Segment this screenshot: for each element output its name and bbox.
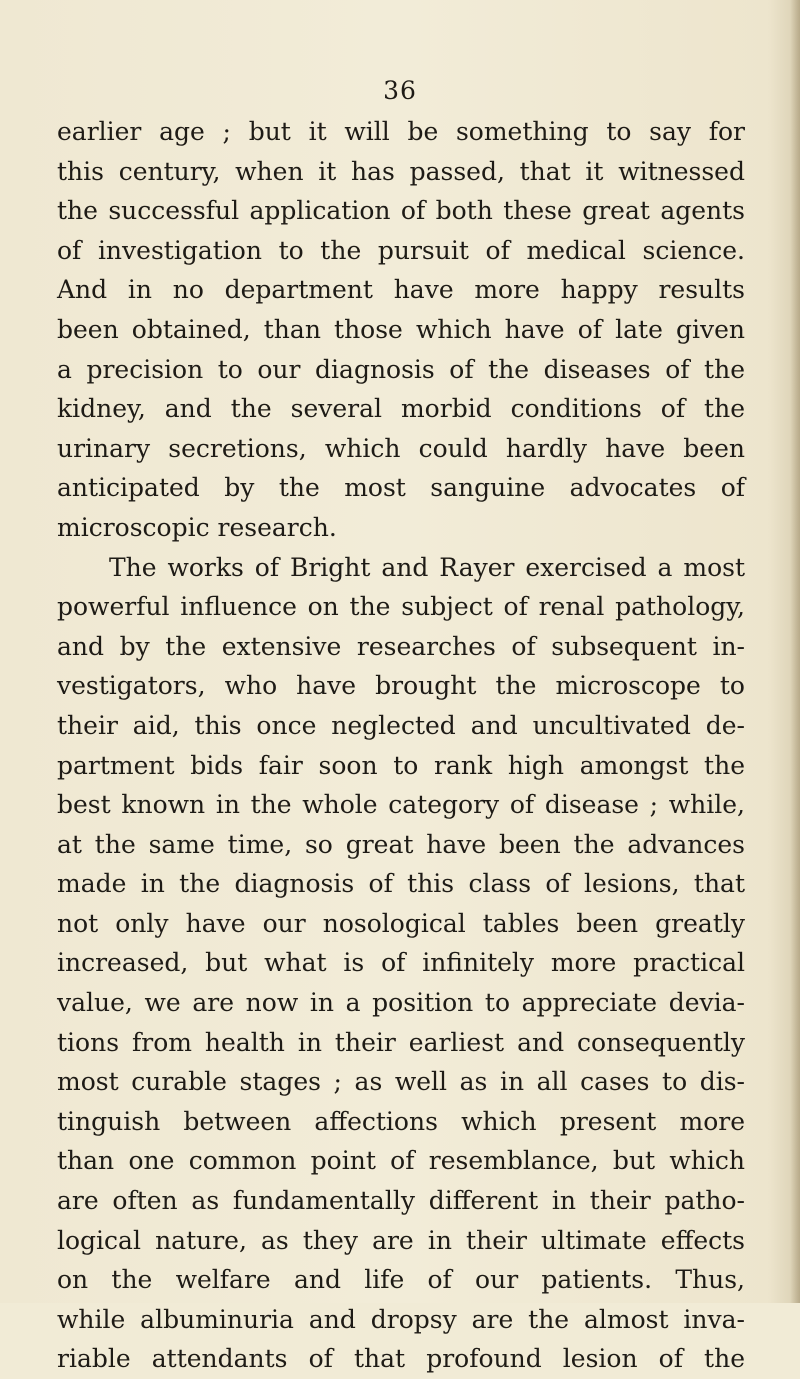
text-line: not only have our nosological tables been greatly — [57, 908, 745, 938]
text-line: tinguish between affections which present more — [57, 1106, 745, 1136]
text-line: the successful application of both these great agents — [57, 196, 745, 226]
text-line: anticipated by the most sanguine advocates of — [57, 473, 745, 503]
text-line: earlier age ; but it will be something to say for — [57, 117, 745, 146]
text-line-paragraph-start: The works of Bright and Rayer exercised a most — [109, 552, 745, 582]
text-line: And in no department have more happy results — [57, 275, 745, 305]
text-line: been obtained, than those which have of late given — [57, 314, 745, 344]
text-line: kidney, and the several morbid conditions of the — [57, 394, 745, 424]
text-line: most curable stages ; as well as in all cases to dis- — [57, 1067, 745, 1097]
text-line: at the same time, so great have been the advances — [57, 829, 745, 859]
text-line: best known in the whole category of disease ; while, — [57, 790, 745, 820]
text-line: logical nature, as they are in their ultimate effects — [57, 1225, 745, 1255]
text-line: a precision to our diagnosis of the diseases of the — [57, 354, 745, 384]
text-line: made in the diagnosis of this class of lesions, that — [57, 869, 745, 899]
text-line: powerful influence on the subject of renal pathology, — [57, 592, 745, 622]
text-line: this century, when it has passed, that it witnessed — [57, 156, 745, 186]
text-line: urinary secretions, which could hardly have been — [57, 433, 745, 463]
text-line: are often as fundamentally different in their patho- — [57, 1186, 745, 1216]
page-number: 36 — [383, 76, 417, 105]
text-line: their aid, this once neglected and uncultivated de- — [57, 710, 745, 740]
text-line: of investigation to the pursuit of medical science. — [57, 235, 745, 265]
text-line: and by the extensive researches of subsequent in- — [57, 631, 745, 661]
text-line: while albuminuria and dropsy are the almost inva- — [57, 1304, 745, 1334]
text-line-paragraph-end: microscopic research. — [57, 512, 337, 542]
page-edge-shadow — [790, 0, 800, 1303]
text-line: tions from health in their earliest and consequently — [57, 1027, 745, 1057]
text-line: riable attendants of that profound lesion of the — [57, 1344, 745, 1374]
text-line: than one common point of resemblance, but which — [57, 1146, 745, 1176]
body-text — [57, 112, 745, 1379]
text-line: partment bids fair soon to rank high amongst the — [57, 750, 745, 780]
text-line: value, we are now in a position to appreciate devia- — [57, 988, 745, 1018]
text-line: increased, but what is of infinitely more practical — [57, 948, 745, 978]
text-line: vestigators, who have brought the microscope to — [57, 671, 745, 701]
text-line: on the welfare and life of our patients. Thus, — [57, 1265, 745, 1295]
